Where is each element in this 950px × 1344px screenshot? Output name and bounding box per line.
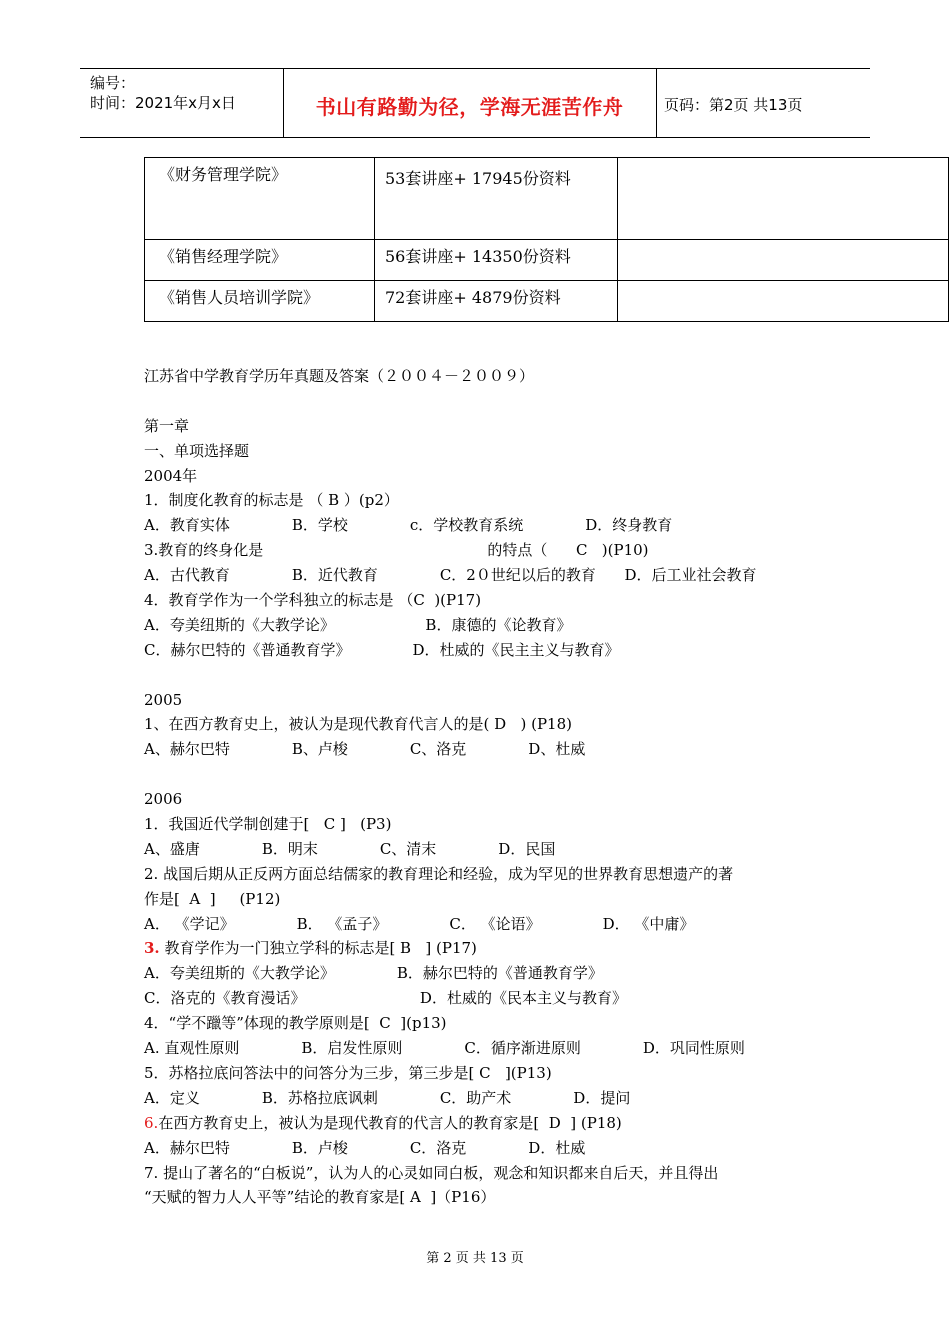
spacer — [144, 762, 824, 787]
question-line — [144, 936, 824, 961]
question-line: 1．我国近代学制创建于[ C ] (P3) — [144, 815, 392, 834]
question-line: A．夸美纽斯的《大教学论》 B．赫尔巴特的《普通教育学》 — [144, 964, 603, 983]
question-line: 1．制度化教育的标志是 （ B ）(p2） — [144, 491, 399, 510]
question-line: A．定义 B．苏格拉底讽刺 C．助产术 D．提问 — [144, 1088, 631, 1107]
question-line: C．洛克的《教育漫话》 D．杜威的《民本主义与教育》 — [144, 989, 627, 1008]
question-line: 3.教育的终身化是 的特点（ C )(P10) — [144, 541, 649, 560]
resource-extra — [618, 240, 949, 281]
question-line: A. 直观性原则 B．启发性原则 C．循序渐进原则 D．巩同性原则 — [144, 1039, 745, 1058]
year-heading: 2006 — [144, 790, 183, 809]
chapter-heading: 第一章 — [144, 416, 190, 435]
resource-name: 《财务管理学院》 — [145, 158, 375, 240]
resource-desc: 53套讲座+ 17945份资料 — [375, 158, 618, 240]
page-header — [80, 68, 870, 138]
question-line: 2. 战国后期从正反两方面总结儒家的教育理论和经验，成为罕见的世界教育思想遗产的著 — [144, 864, 734, 883]
spacer — [144, 663, 824, 688]
year-heading: 2004年 — [144, 466, 198, 485]
question-line: 5．苏格拉底问答法中的问答分为三步，第三步是[ C ](P13) — [144, 1063, 552, 1082]
section-heading: 一、单项选择题 — [144, 441, 250, 460]
question-line: A、赫尔巴特 B、卢梭 C、洛克 D、杜威 — [144, 740, 586, 759]
question-line — [144, 1111, 824, 1136]
table-row — [145, 240, 949, 281]
question-line: 1、在西方教育史上，被认为是现代教育代言人的是( D ) (P18) — [144, 715, 573, 734]
resource-name: 《销售人员培训学院》 — [145, 281, 375, 322]
resource-name: 《销售经理学院》 — [145, 240, 375, 281]
year-heading: 2005 — [144, 690, 183, 709]
question-line: A．教育实体 B．学校 c．学校教育系统 D．终身教育 — [144, 516, 673, 535]
resource-extra — [618, 158, 949, 240]
question-line: 4．教育学作为一个学科独立的标志是 （C )(P17) — [144, 591, 482, 610]
question-text: 教育学作为一门独立学科的标志是[ B ] (P17) — [159, 939, 477, 958]
resource-desc: 56套讲座+ 14350份资料 — [375, 240, 618, 281]
document-body — [144, 364, 824, 1210]
resource-table — [144, 157, 949, 322]
question-line: 7. 提山了著名的“白板说”，认为人的心灵如同白板，观念和知识都来自后天，并且得出 — [144, 1163, 719, 1182]
page-footer: 第 2 页 共 13 页 — [426, 1251, 524, 1266]
question-line: A．夸美纽斯的《大教学论》 B．康德的《论教育》 — [144, 615, 572, 634]
resource-desc: 72套讲座+ 4879份资料 — [375, 281, 618, 322]
question-line: A、盛唐 B．明末 C、清末 D．民国 — [144, 839, 556, 858]
question-text: 在西方教育史上，被认为是现代教育的代言人的教育家是[ D ] (P18) — [158, 1113, 622, 1132]
page-info: 页码：第2页 共13页 — [664, 96, 803, 114]
question-line: 作是[ A ] (P12) — [144, 889, 281, 908]
table-row — [145, 158, 949, 240]
question-line: C．赫尔巴特的《普通教育学》 D．杜威的《民主主义与教育》 — [144, 640, 620, 659]
header-divider-right — [656, 69, 657, 137]
question-line: A． 《学记》 B． 《孟子》 C． 《论语》 D． 《中庸》 — [144, 914, 695, 933]
question-line: A．赫尔巴特 B．卢梭 C．洛克 D．杜威 — [144, 1138, 586, 1157]
document-title: 江苏省中学教育学历年真题及答案（２００４－２００９） — [144, 367, 535, 385]
spacer — [144, 389, 824, 414]
resource-extra — [618, 281, 949, 322]
question-number: 3. — [144, 939, 160, 958]
time-label: 时间：2021年x月x日 — [90, 94, 236, 112]
table-row — [145, 281, 949, 322]
question-line: A．古代教育 B．近代教育 C．2０世纪以后的教育 D．后工业社会教育 — [144, 566, 757, 585]
header-left — [90, 73, 236, 113]
number-label: 编号： — [90, 74, 136, 92]
question-line: “天赋的智力人人平等”结论的教育家是[ A ]（P16） — [144, 1188, 496, 1207]
question-line: 4．“学不躐等”体现的教学原则是[ C ](p13) — [144, 1014, 447, 1033]
question-number: 6. — [144, 1113, 159, 1132]
header-motto: 书山有路勤为径，学海无涯苦作舟 — [315, 95, 624, 119]
